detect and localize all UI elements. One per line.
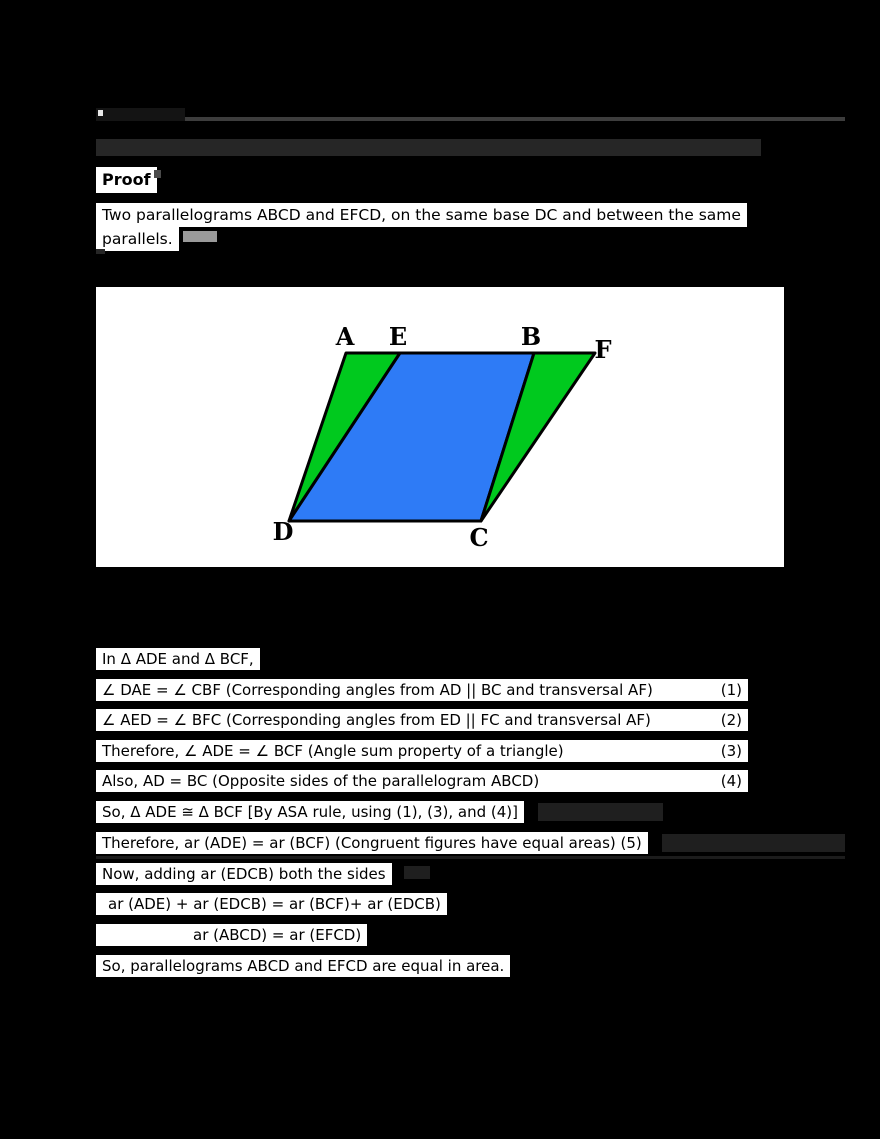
proof-heading: Proof bbox=[96, 167, 157, 193]
vertex-label-d: D bbox=[272, 517, 294, 546]
vertex-label-c: C bbox=[469, 523, 489, 552]
proof-line-0 bbox=[96, 648, 260, 670]
proof-line-8 bbox=[96, 893, 447, 915]
proof-line-text: ar (ADE) + ar (EDCB) = ar (BCF)+ ar (EDCB) bbox=[108, 895, 441, 913]
proof-line-text: So, Δ ADE ≅ Δ BCF [By ASA rule, using (1), (3), and (4)] bbox=[102, 803, 519, 821]
proof-line-ref: (1) bbox=[720, 681, 742, 699]
proof-line-text: Therefore, ar (ADE) = ar (BCF) (Congruent figures have equal areas) (5) bbox=[102, 834, 642, 852]
redacted-heading bbox=[96, 108, 185, 121]
redaction-artifact bbox=[96, 856, 845, 859]
proof-line-2 bbox=[96, 709, 748, 731]
heading-bullet-mark bbox=[98, 110, 103, 116]
proof-line-text: In Δ ADE and Δ BCF, bbox=[102, 650, 254, 668]
heading-rule bbox=[96, 117, 845, 121]
inline-redaction-box bbox=[183, 231, 217, 242]
proof-line-text: Therefore, ∠ ADE = ∠ BCF (Angle sum property of a triangle) bbox=[102, 742, 564, 760]
proof-line-7 bbox=[96, 863, 392, 885]
vertex-label-e: E bbox=[388, 322, 408, 351]
proof-line-6 bbox=[96, 832, 648, 854]
proof-line-ref: (4) bbox=[720, 772, 742, 790]
proof-line-text: ∠ AED = ∠ BFC (Corresponding angles from ED || FC and transversal AF) bbox=[102, 711, 651, 729]
proof-line-4 bbox=[96, 770, 748, 792]
proof-line-text: Now, adding ar (EDCB) both the sides bbox=[102, 865, 386, 883]
redaction-artifact bbox=[154, 170, 161, 178]
parallelogram-diagram bbox=[96, 287, 784, 567]
given-statement-line2: parallels. bbox=[96, 227, 179, 251]
redaction-artifact bbox=[404, 866, 430, 879]
redaction-artifact bbox=[96, 249, 105, 254]
redaction-artifact bbox=[538, 803, 663, 821]
proof-line-text: ar (ABCD) = ar (EFCD) bbox=[193, 926, 362, 944]
proof-line-ref: (2) bbox=[720, 711, 742, 729]
proof-line-text: ∠ DAE = ∠ CBF (Corresponding angles from AD || BC and transversal AF) bbox=[102, 681, 653, 699]
vertex-label-f: F bbox=[594, 335, 612, 364]
redacted-theorem-statement bbox=[96, 139, 761, 156]
proof-line-5 bbox=[96, 801, 524, 823]
proof-line-text: Also, AD = BC (Opposite sides of the parallelogram ABCD) bbox=[102, 772, 540, 790]
proof-line-text: So, parallelograms ABCD and EFCD are equal in area. bbox=[102, 957, 505, 975]
redaction-artifact bbox=[662, 834, 845, 852]
proof-line-10 bbox=[96, 955, 510, 977]
given-statement-line1: Two parallelograms ABCD and EFCD, on the same base DC and between the same bbox=[96, 203, 747, 227]
proof-line-1 bbox=[96, 679, 748, 701]
vertex-label-b: B bbox=[520, 322, 542, 351]
proof-line-ref: (3) bbox=[720, 742, 742, 760]
proof-line-3 bbox=[96, 740, 748, 762]
parallelogram-figure bbox=[96, 287, 784, 567]
proof-line-9 bbox=[96, 924, 367, 946]
vertex-label-a: A bbox=[335, 322, 355, 351]
